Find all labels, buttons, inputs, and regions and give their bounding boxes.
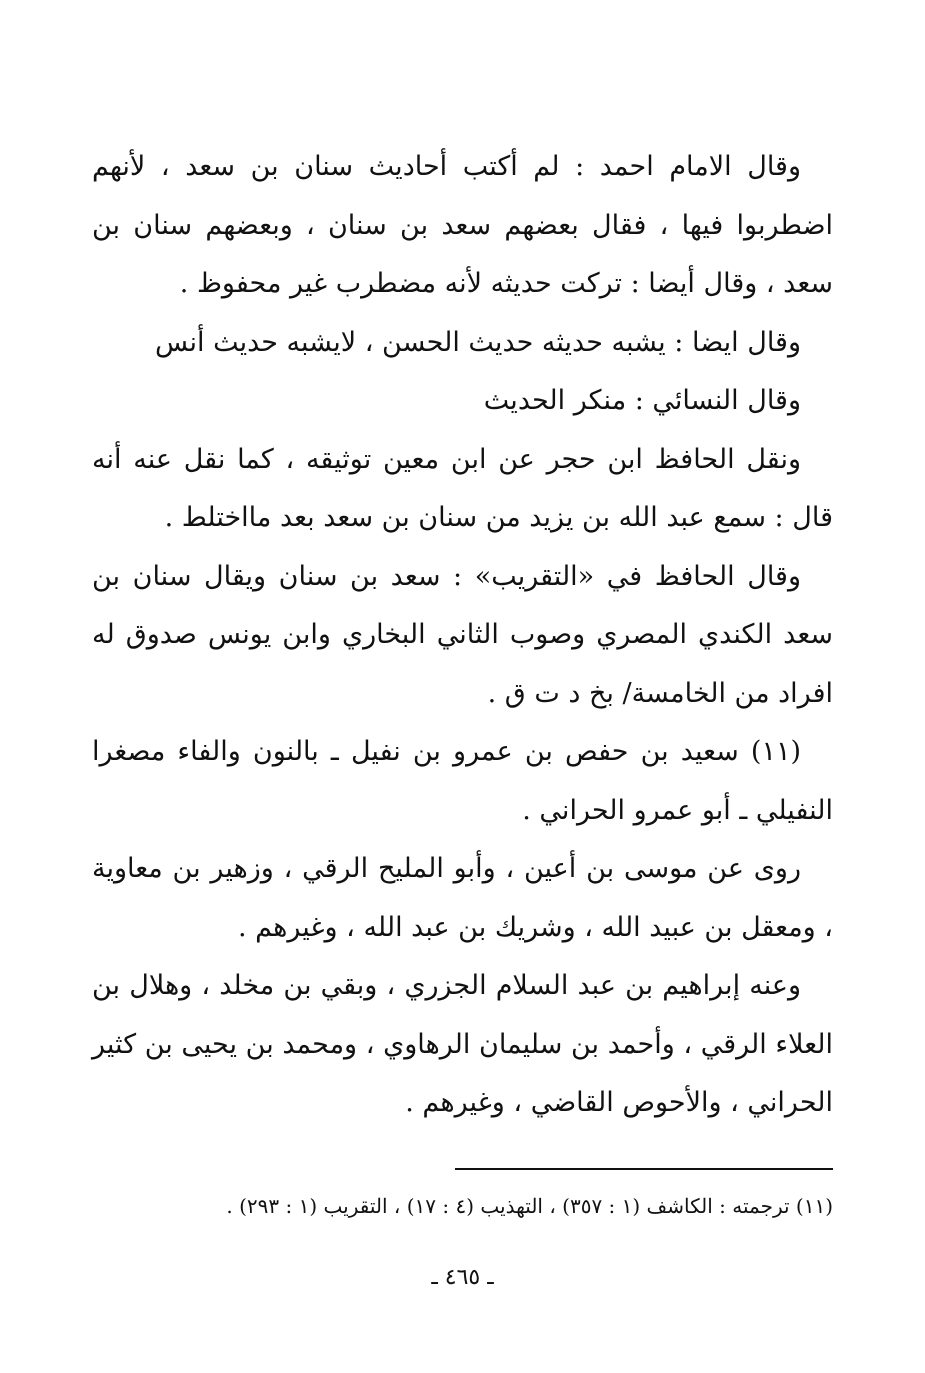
main-text	[92, 138, 833, 1133]
paragraph-narrated-from: روى عن موسى بن أعين ، وأبو المليح الرقي ، وزهير بن معاوية ، ومعقل بن عبيد الله ، وشريك بن عبد الله ، وغيرهم .	[92, 853, 833, 943]
paragraph-ahmad-quote: وقال الامام احمد : لم أكتب أحاديث سنان بن سعد ، لأنهم اضطربوا فيها ، فقال بعضهم سعد بن سنان ، وبعضهم سنان بن سعد ، وقال أيضا : تركت حديثه لأنه مضطرب غير محفوظ .	[92, 151, 833, 299]
footnote-divider	[455, 1168, 833, 1170]
paragraph-ahmad-also: وقال ايضا : يشبه حديثه حديث الحسن ، لايشبه حديث أنس	[155, 326, 801, 358]
footnote: (١١) ترجمته : الكاشف (١ : ٣٥٧) ، التهذيب (٤ : ١٧) ، التقريب (١ : ٢٩٣) .	[226, 1194, 833, 1218]
paragraph-entry-11-heading: (١١) سعيد بن حفص بن عمرو بن نفيل ـ بالنون والفاء مصغرا النفيلي ـ أبو عمرو الحراني .	[92, 736, 833, 826]
paragraph-taqrib: وقال الحافظ في «التقريب» : سعد بن سنان ويقال سنان بن سعد الكندي المصري وصوب الثاني البخاري وابن يونس صدوق له افراد من الخامسة/ بخ د ت ق .	[92, 560, 833, 709]
paragraph-ibn-hajar: ونقل الحافظ ابن حجر عن ابن معين توثيقه ، كما نقل عنه أنه قال : سمع عبد الله بن يزيد من سنان بن سعد بعد مااختلط .	[92, 443, 833, 533]
page-number: ـ ٤٦٥ ـ	[431, 1265, 494, 1290]
paragraph-nasai: وقال النسائي : منكر الحديث	[483, 385, 801, 416]
paragraph-narrated-by: وعنه إبراهيم بن عبد السلام الجزري ، وبقي بن مخلد ، وهلال بن العلاء الرقي ، وأحمد بن سليمان الرهاوي ، ومحمد بن يحيى بن كثير الحراني ، والأحوص القاضي ، وغيرهم .	[92, 970, 833, 1118]
